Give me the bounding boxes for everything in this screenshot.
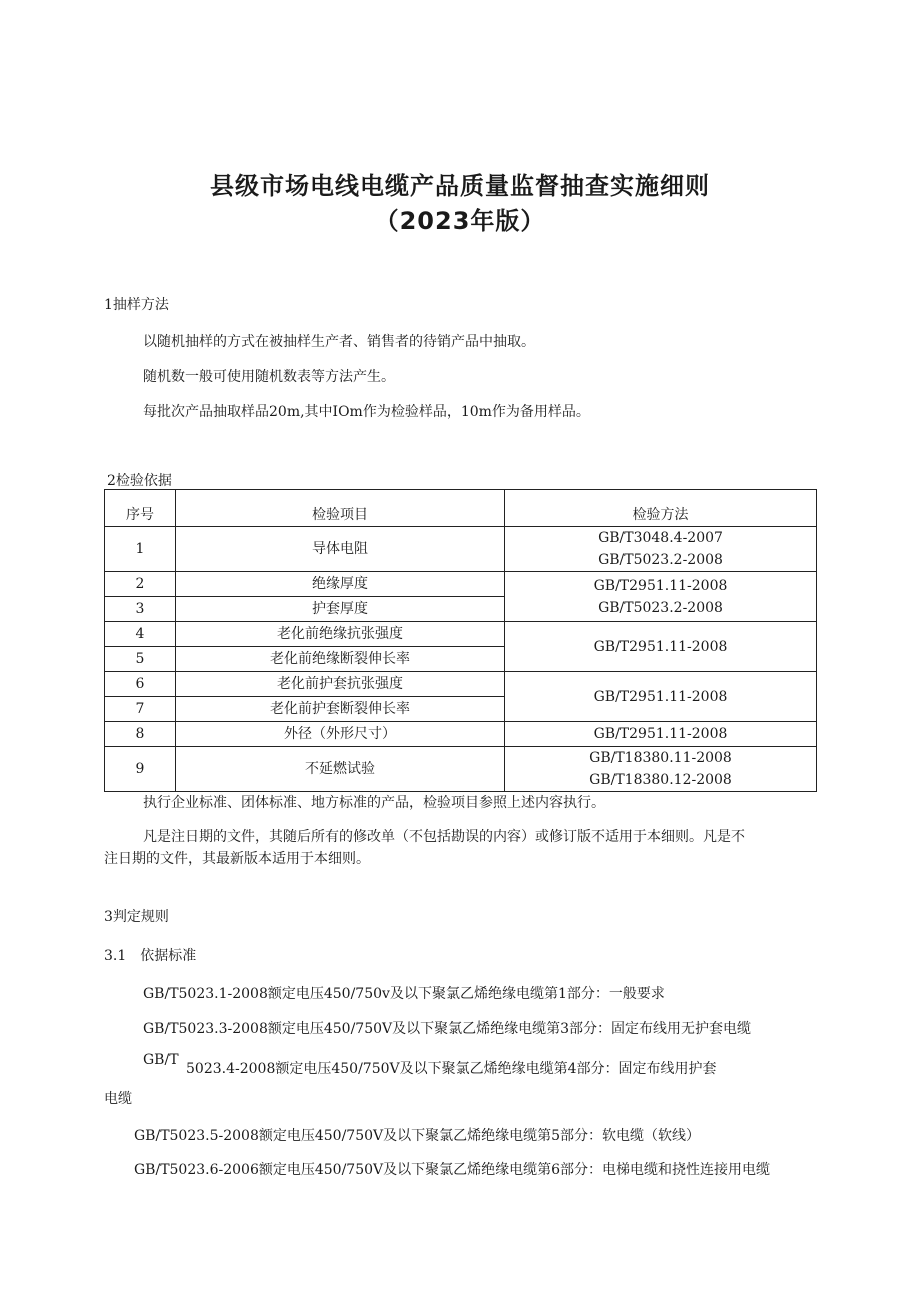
standard-reference: GB/T5023.6-2006额定电压450/750V及以下聚氯乙烯绝缘电缆第6部分：电梯电缆和挠性连接用电缆 bbox=[134, 1162, 771, 1178]
document-subtitle: （2023年版） bbox=[374, 207, 546, 235]
method-standard: GB/T2951.11-2008 bbox=[593, 726, 728, 742]
method-cell bbox=[505, 722, 817, 747]
row-number: 9 bbox=[105, 747, 176, 792]
table-note: 执行企业标准、团体标准、地方标准的产品，检验项目参照上述内容执行。 bbox=[143, 795, 605, 811]
method-standard: GB/T5023.2-2008 bbox=[598, 552, 723, 568]
table-row bbox=[105, 722, 817, 747]
standard-reference: GB/T bbox=[143, 1052, 179, 1068]
table-header-cell: 序号 bbox=[105, 490, 176, 527]
section-3-heading: 3判定规则 bbox=[104, 909, 169, 925]
inspection-item: 老化前护套抗张强度 bbox=[176, 672, 505, 697]
inspection-item: 老化前护套断裂伸长率 bbox=[176, 697, 505, 722]
standard-reference: GB/T5023.5-2008额定电压450/750V及以下聚氯乙烯绝缘电缆第5部分：软电缆（软线） bbox=[134, 1128, 701, 1144]
row-number: 1 bbox=[105, 527, 176, 572]
table-header-cell: 检验项目 bbox=[176, 490, 505, 527]
method-cell bbox=[505, 672, 817, 722]
method-standard: GB/T2951.11-2008 bbox=[593, 577, 728, 594]
standard-reference: 5023.4-2008额定电压450/750V及以下聚氯乙烯绝缘电缆第4部分：固定布线用护套 bbox=[186, 1061, 717, 1077]
section-1-heading: 1抽样方法 bbox=[104, 297, 169, 313]
method-cell bbox=[505, 527, 817, 572]
inspection-item: 绝缘厚度 bbox=[176, 572, 505, 597]
row-number: 5 bbox=[105, 647, 176, 672]
method-cell bbox=[505, 572, 817, 622]
table-row bbox=[105, 622, 817, 647]
section-1-paragraph: 以随机抽样的方式在被抽样生产者、销售者的待销产品中抽取。 bbox=[143, 334, 535, 350]
method-standard: GB/T2951.11-2008 bbox=[593, 688, 728, 705]
method-cell bbox=[505, 622, 817, 672]
inspection-table bbox=[104, 489, 817, 792]
method-cell bbox=[505, 747, 817, 792]
inspection-item: 护套厚度 bbox=[176, 597, 505, 622]
row-number: 3 bbox=[105, 597, 176, 622]
table-row bbox=[105, 572, 817, 597]
table-row bbox=[105, 527, 817, 572]
inspection-item: 老化前绝缘断裂伸长率 bbox=[176, 647, 505, 672]
subsection-heading: 3.1 依据标准 bbox=[104, 948, 197, 964]
standard-reference: 电缆 bbox=[104, 1091, 132, 1107]
method-standard: GB/T18380.11-2008 bbox=[589, 750, 732, 766]
section-1-paragraph: 每批次产品抽取样品20m,其中IOm作为检验样品，10m作为备用样品。 bbox=[143, 404, 590, 420]
inspection-item: 不延燃试验 bbox=[176, 747, 505, 792]
dated-reference-paragraph: 注日期的文件，其最新版本适用于本细则。 bbox=[104, 851, 370, 867]
document-title: 县级市场电线电缆产品质量监督抽查实施细则 bbox=[210, 172, 710, 200]
method-standard: GB/T2951.11-2008 bbox=[593, 638, 728, 655]
dated-reference-paragraph: 凡是注日期的文件，其随后所有的修改单（不包括勘误的内容）或修订版不适用于本细则。凡是不 bbox=[143, 829, 745, 845]
row-number: 7 bbox=[105, 697, 176, 722]
row-number: 6 bbox=[105, 672, 176, 697]
table-row bbox=[105, 747, 817, 792]
standard-reference: GB/T5023.3-2008额定电压450/750V及以下聚氯乙烯绝缘电缆第3部分：固定布线用无护套电缆 bbox=[143, 1021, 752, 1037]
row-number: 8 bbox=[105, 722, 176, 747]
section-2-heading: 2检验依据 bbox=[107, 473, 172, 489]
table-header-cell: 检验方法 bbox=[505, 490, 817, 527]
method-standard: GB/T3048.4-2007 bbox=[598, 530, 723, 546]
method-standard: GB/T5023.2-2008 bbox=[598, 599, 723, 616]
standard-reference: GB/T5023.1-2008额定电压450/750v及以下聚氯乙烯绝缘电缆第1部分：一般要求 bbox=[143, 986, 665, 1002]
section-1-paragraph: 随机数一般可使用随机数表等方法产生。 bbox=[143, 369, 395, 385]
row-number: 4 bbox=[105, 622, 176, 647]
method-standard: GB/T18380.12-2008 bbox=[589, 772, 732, 788]
table-header-row bbox=[105, 490, 817, 527]
row-number: 2 bbox=[105, 572, 176, 597]
table-row bbox=[105, 672, 817, 697]
inspection-item: 老化前绝缘抗张强度 bbox=[176, 622, 505, 647]
inspection-item: 导体电阻 bbox=[176, 527, 505, 572]
inspection-item: 外径（外形尺寸） bbox=[176, 722, 505, 747]
